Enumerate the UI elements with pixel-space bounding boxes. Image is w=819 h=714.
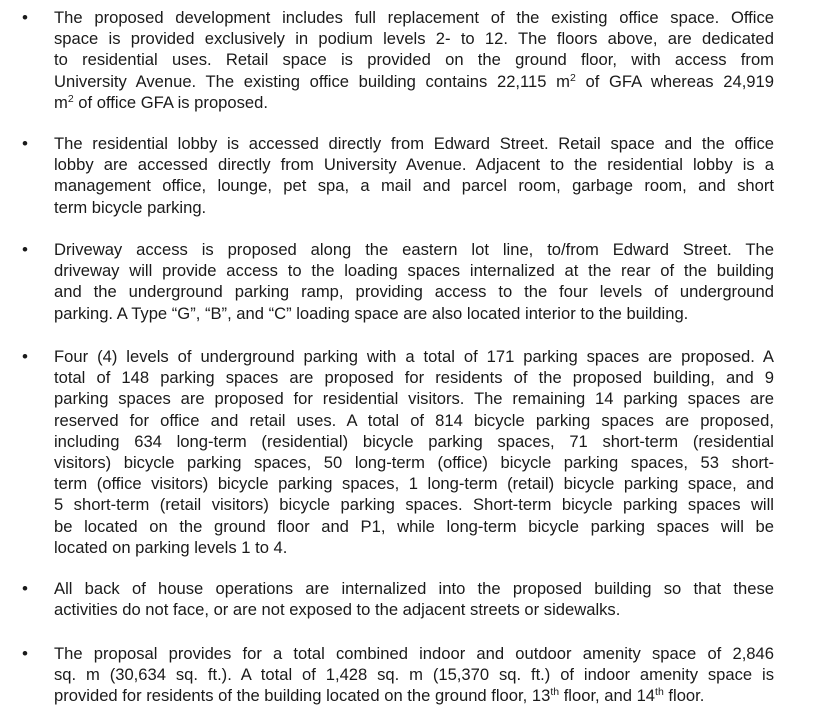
text-segment: floor. [663, 686, 705, 706]
bullet-marker: • [22, 134, 28, 153]
bullet-text [54, 7, 774, 113]
text-segment: parking spaces are proposed for residential visitors. The remaining 14 parking spaces are [54, 389, 774, 409]
text-segment: parking. A Type “G”, “B”, and “C” loading space are also located interior to the building. [54, 303, 689, 323]
text-segment: sq. m (30,634 sq. ft.). A total of 1,428 sq. m (15,370 sq. ft.) of indoor amenity space is [54, 665, 774, 685]
text-segment: term (office visitors) bicycle parking spaces, 1 long-term (retail) bicycle parking space, and [54, 474, 774, 494]
text-segment: located on parking levels 1 to 4. [54, 537, 288, 557]
text-segment: University Avenue. The existing office building contains 22,115 m [54, 71, 570, 91]
bullet-marker: • [22, 240, 28, 259]
text-line [54, 175, 774, 196]
text-segment: of office GFA is proposed. [73, 92, 268, 112]
text-segment: management office, lounge, pet spa, a mail and parcel room, garbage room, and short [54, 176, 774, 196]
text-line [54, 578, 774, 599]
bullet-text [54, 578, 774, 620]
bullet-marker: • [22, 8, 28, 27]
superscript: th [655, 686, 664, 699]
bullet-text [54, 133, 774, 218]
text-segment: reserved for office and retail uses. A total of 814 bicycle parking spaces are proposed, [54, 410, 774, 430]
text-line [54, 473, 774, 494]
text-segment: The residential lobby is accessed directly from Edward Street. Retail space and the office [54, 134, 774, 153]
text-line [54, 260, 774, 281]
text-line [54, 599, 774, 620]
text-line [54, 452, 774, 473]
text-segment: of GFA whereas 24,919 [575, 71, 774, 91]
text-line [54, 49, 774, 70]
text-line [54, 643, 774, 664]
text-line [54, 197, 774, 218]
text-line [54, 494, 774, 515]
text-segment: including 634 long-term (residential) bicycle parking spaces, 71 short-term (residential [54, 431, 774, 451]
text-segment: The proposed development includes full replacement of the existing office space. Office [54, 8, 774, 27]
text-segment: activities do not face, or are not exposed to the adjacent streets or sidewalks. [54, 600, 621, 620]
text-segment: space is provided exclusively in podium levels 2- to 12. The floors above, are dedicated [54, 29, 774, 49]
text-segment: floor, and 14 [559, 686, 656, 706]
superscript: th [550, 686, 560, 699]
superscript: 2 [569, 71, 576, 84]
text-segment: m [54, 92, 68, 112]
text-line [54, 346, 774, 367]
text-line [54, 239, 774, 260]
text-line [54, 410, 774, 431]
text-segment: visitors) bicycle parking spaces, 50 long-term (office) bicycle parking spaces, 53 short- [54, 453, 774, 473]
text-line [54, 28, 774, 49]
text-line [54, 71, 774, 92]
bullet-text [54, 239, 774, 324]
text-line [54, 92, 774, 113]
text-line [54, 516, 774, 537]
text-line [54, 685, 774, 706]
text-line [54, 133, 774, 154]
text-line [54, 281, 774, 302]
text-segment: lobby are accessed directly from University Avenue. Adjacent to the residential lobby is a [54, 155, 774, 175]
text-segment: Four (4) levels of underground parking with a total of 171 parking spaces are proposed. A [54, 347, 774, 366]
bullet-text [54, 643, 774, 707]
text-line [54, 431, 774, 452]
text-segment: Driveway access is proposed along the eastern lot line, to/from Edward Street. The [54, 240, 774, 259]
text-segment: term bicycle parking. [54, 197, 207, 217]
text-line [54, 537, 774, 558]
text-segment: The proposal provides for a total combined indoor and outdoor amenity space of 2,846 [54, 644, 774, 663]
text-line [54, 7, 774, 28]
text-segment: total of 148 parking spaces are proposed for residents of the proposed building, and 9 [54, 368, 774, 388]
text-segment: and the underground parking ramp, providing access to the four levels of underground [54, 282, 774, 302]
bullet-text [54, 346, 774, 558]
bullet-marker: • [22, 644, 28, 663]
text-segment: driveway will provide access to the loading spaces internalized at the rear of the building [54, 261, 774, 281]
text-segment: provided for residents of the building located on the ground floor, 13 [54, 686, 551, 706]
text-segment: 5 short-term (retail visitors) bicycle parking spaces. Short-term bicycle parking spaces will [54, 495, 774, 515]
bullet-marker: • [22, 347, 28, 366]
superscript: 2 [67, 92, 74, 105]
bullet-marker: • [22, 579, 28, 598]
text-line [54, 303, 774, 324]
text-segment: All back of house operations are internalized into the proposed building so that these [54, 579, 774, 598]
text-line [54, 367, 774, 388]
text-line [54, 388, 774, 409]
text-segment: be located on the ground floor and P1, while long-term bicycle parking spaces will be [54, 516, 774, 536]
text-line [54, 664, 774, 685]
text-segment: to residential uses. Retail space is provided on the ground floor, with access from [54, 50, 774, 70]
text-line [54, 154, 774, 175]
